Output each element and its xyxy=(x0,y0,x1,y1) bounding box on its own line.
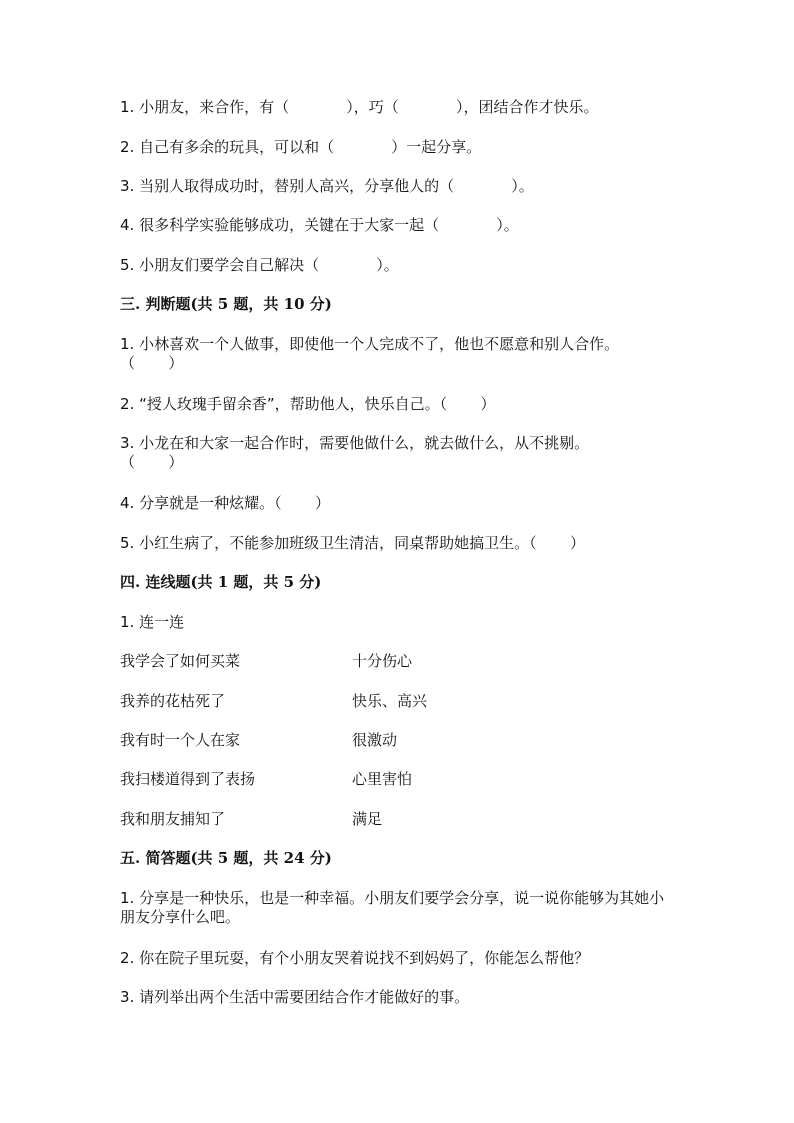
judge-item-2: 2. “授人玫瑰手留余香”，帮助他人，快乐自己。（ ） xyxy=(120,395,496,413)
judge-item-5: 5. 小红生病了，不能参加班级卫生清洁，同桌帮助她搞卫生。（ ） xyxy=(120,534,585,552)
matching-left-3: 我有时一个人在家 xyxy=(120,731,241,749)
matching-left-4: 我扫楼道得到了表扬 xyxy=(120,770,256,788)
fill-blank-item-2: 2. 自己有多余的玩具，可以和（ ）一起分享。 xyxy=(120,138,482,156)
fill-blank-item-3: 3. 当别人取得成功时，替别人高兴，分享他人的（ ）。 xyxy=(120,177,534,195)
matching-right-4: 心里害怕 xyxy=(352,770,413,788)
section-title-judge: 三. 判断题(共 5 题，共 10 分) xyxy=(120,295,332,313)
matching-left-1: 我学会了如何买菜 xyxy=(120,652,241,670)
judge-item-1: 1. 小林喜欢一个人做事，即使他一个人完成不了，他也不愿意和别人合作。 （ ） xyxy=(120,335,620,372)
short-answer-item-2: 2. 你在院子里玩耍，有个小朋友哭着说找不到妈妈了，你能怎么帮他？ xyxy=(120,949,590,967)
short-answer-item-1: 1. 分享是一种快乐，也是一种幸福。小朋友们要学会分享，说一说你能够为其她小朋友分享什么吧。 xyxy=(120,889,665,926)
fill-blank-item-5: 5. 小朋友们要学会自己解决（ ）。 xyxy=(120,256,399,274)
fill-blank-item-4: 4. 很多科学实验能够成功，关键在于大家一起（ ）。 xyxy=(120,216,519,234)
matching-right-3: 很激动 xyxy=(352,731,398,749)
matching-left-2: 我养的花枯死了 xyxy=(120,692,226,710)
section-title-matching: 四. 连线题(共 1 题，共 5 分) xyxy=(120,573,322,591)
matching-right-5: 满足 xyxy=(352,810,383,828)
matching-right-2: 快乐、高兴 xyxy=(352,692,428,710)
matching-question: 1. 连一连 xyxy=(120,613,185,631)
section-title-short-answer: 五. 简答题(共 5 题，共 24 分) xyxy=(120,849,332,867)
fill-blank-item-1: 1. 小朋友，来合作，有（ ），巧（ ），团结合作才快乐。 xyxy=(120,98,599,116)
short-answer-item-3: 3. 请列举出两个生活中需要团结合作才能做好的事。 xyxy=(120,988,470,1006)
matching-left-5: 我和朋友捕知了 xyxy=(120,810,226,828)
judge-item-4: 4. 分享就是一种炫耀。（ ） xyxy=(120,494,330,512)
judge-item-3: 3. 小龙在和大家一起合作时，需要他做什么，就去做什么，从不挑剔。 （ ） xyxy=(120,434,590,471)
matching-right-1: 十分伤心 xyxy=(352,652,413,670)
